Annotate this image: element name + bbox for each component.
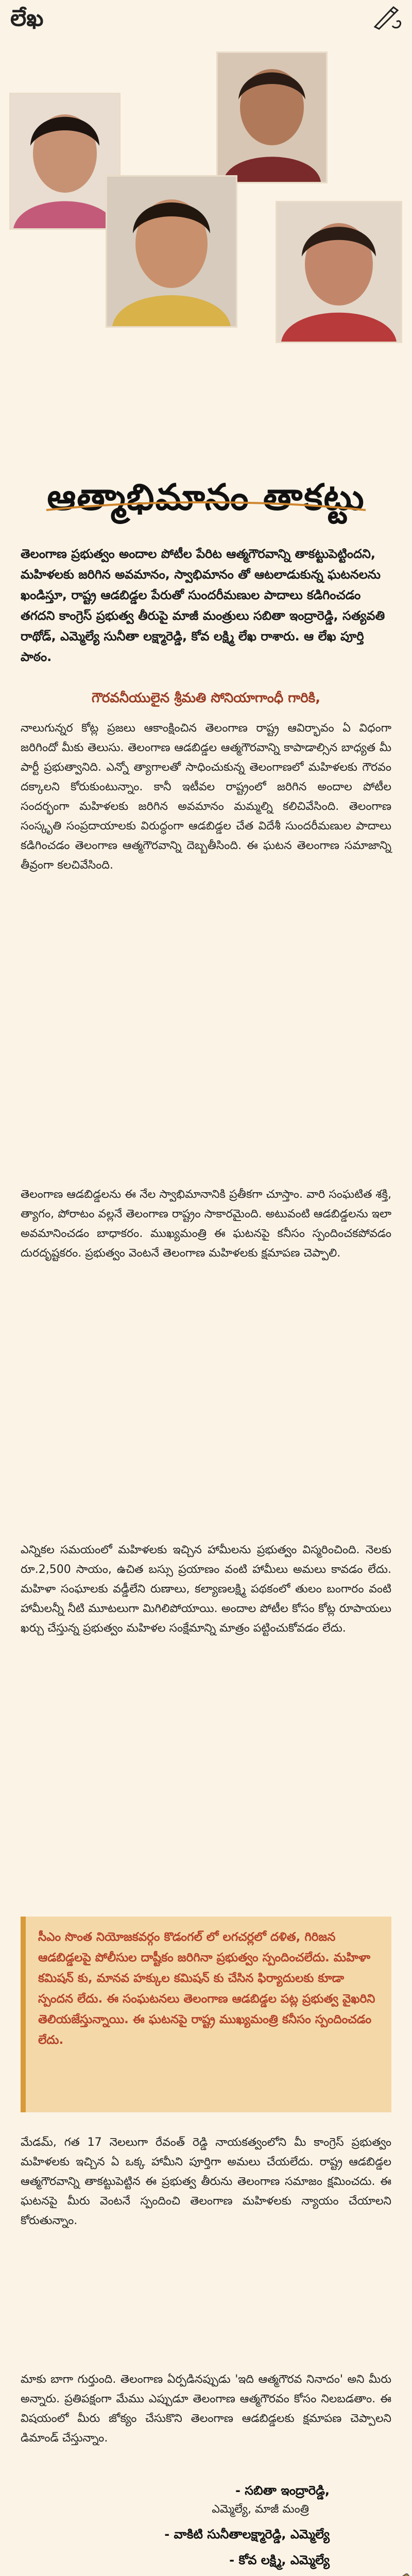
photo-sabitha-indra-reddy [9,93,121,230]
headline: ఆత్మాభిమానం తాకట్టు [47,476,365,518]
photo-satyavathi-rathod [216,52,328,183]
fountain-pen-icon [319,2573,412,2576]
page-header [0,0,412,36]
body-paragraph-2: తెలంగాణ ఆడబిడ్డలను ఈ నేల స్వాభిమానానికి ప్రతీకగా చూస్తాం. వారి సంఘటిత శక్తి, త్యాగం, పోరాటం వల్లనే తెలంగాణ రాష్ట్రం సాకారమైంది. అటువంటి ఆడబిడ్డలను ఇలా అవమానించడం బాధాకరం. ముఖ్యమంత్రి ఈ ఘటనపై కనీసం స్పందించకపోవడం దురదృష్టకరం. ప్రభుత్వం వెంటనే తెలంగాణ మహిళలకు క్షమాపణ చెప్పాలి. [21,1188,391,1260]
signatory-2-name: - వాకిటి సునీతాలక్ష్మారెడ్డి, ఎమ్మెల్యే [164,2527,330,2541]
signatory-3-name: - కోవ లక్ష్మి, ఎమ్మెల్యే [229,2553,330,2567]
body-paragraph-4: మేడమ్, గత 17 నెలలుగా రేవంత్ రెడ్డి నాయకత్వంలోని మీ కాంగ్రెస్ ప్రభుత్వం మహిళలకు ఇచ్చిన ఏ ఒక్క హామీని పూర్తిగా అమలు చేయలేదు. రాష్ట్ర ఆడబిడ్డల ఆత్మగౌరవాన్ని తాకట్టుపెట్టిన ఈ ప్రభుత్వ తీరును తెలంగాణ సమాజం క్షమించదు. ఈ ఘటనపై మీరు వెంటనే స్పందించి తెలంగాణ మహిళలకు న్యాయం చేయాలని కోరుతున్నాం. [21,2136,391,2227]
salutation: గౌరవనీయులైన శ్రీమతి సోనియాగాంధీ గారికి, [91,690,321,706]
signatory-1-role: ఎమ్మెల్యే, మాజీ మంత్రి [212,2503,309,2516]
body-paragraph-3: ఎన్నికల సమయంలో మహిళలకు ఇచ్చిన హామీలను ప్రభుత్వం విస్మరించింది. నెలకు రూ.2,500 సాయం, ఉచిత బస్సు ప్రయాణం వంటి హామీలు అమలు కావడం లేదు. మహిళా సంఘాలకు వడ్డీలేని రుణాలు, కల్యాణలక్ష్మి పథకంలో తులం బంగారం వంటి హామీలన్నీ నీటి మూటలుగా మిగిలిపోయాయి. అందాల పోటీల కోసం కోట్ల రూపాయలు ఖర్చు చేస్తున్న ప్రభుత్వం మహిళల సంక్షేమాన్ని మాత్రం పట్టించుకోవడం లేదు. [21,1544,391,1635]
body-paragraph-5: మాకు బాగా గుర్తుంది. తెలంగాణ ఏర్పడినప్పుడు 'ఇది ఆత్మగౌరవ నినాదం' అని మీరు అన్నారు. ప్రతిపక్షంగా మేము ఎప్పుడూ తెలంగాణ ఆత్మగౌరవం కోసం నిలబడతాం. ఈ విషయంలో మీరు జోక్యం చేసుకొని తెలంగాణ ఆడబిడ్డలకు క్షమాపణ చెప్పాలని డిమాండ్ చేస్తున్నాం. [21,2373,391,2445]
photo-kova-lakshmi [276,201,402,343]
writing-hand-icon [373,6,403,30]
photo-sunitha-laxma-reddy [106,175,237,328]
pull-quote: సీఎం సొంత నియోజకవర్గం కొడంగల్ లో లగచర్లలో దళిత, గిరిజన ఆడబిడ్డలపై పోలీసుల దాష్టీకం జరిగినా ప్రభుత్వం స్పందించలేదు. మహిళా కమిషన్ కు, మానవ హక్కుల కమిషన్ కు చేసిన ఫిర్యాదులకు కూడా స్పందన లేదు. ఈ సంఘటనలు తెలంగాణ ఆడబిడ్డల పట్ల ప్రభుత్వ వైఖరిని తెలియజేస్తున్నాయి. ఈ ఘటనపై రాష్ట్ర ముఖ్యమంత్రి కనీసం స్పందించడం లేదు. [21,1917,391,2112]
section-logo: లేఖ [10,5,44,31]
lead-paragraph: తెలంగాణ ప్రభుత్వం అందాల పోటీల పేరిట ఆత్మగౌరవాన్ని తాకట్టుపెట్టిందని, మహిళలకు జరిగిన అవమానం, స్వాభిమానం తో ఆటలాడుకున్న ఘటనలను ఖండిస్తూ, రాష్ట్ర ఆడబిడ్డల పేరుతో సుందరీమణుల పాదాలు కడిగించడం తగదని కాంగ్రెస్ ప్రభుత్వ తీరుపై మాజీ మంత్రులు సబితా ఇంద్రారెడ్డి, సత్యవతి రాథోడ్, ఎమ్మెల్యే సునీతా లక్ష్మారెడ్డి, కోవ లక్ష్మి లేఖ రాశారు. ఆ లేఖ పూర్తి పాఠం. [21,547,385,664]
body-paragraph-1: నాలుగున్నర కోట్ల ప్రజలు ఆకాంక్షించిన తెలంగాణ రాష్ట్ర ఆవిర్భావం ఏ విధంగా జరిగిందో మీకు తెలుసు. తెలంగాణ ఆడబిడ్డల ఆత్మగౌరవాన్ని కాపాడాల్సిన బాధ్యత మీ పార్టీ ప్రభుత్వానిది. ఎన్నో త్యాగాలతో సాధించుకున్న తెలంగాణలో మహిళలకు గౌరవం దక్కాలని కోరుకుంటున్నాం. కానీ ఇటీవల రాష్ట్రంలో జరిగిన అందాల పోటీల సందర్భంగా మహిళలకు జరిగిన అవమానం మమ్మల్ని కలిచివేసింది. తెలంగాణ సంస్కృతి సంప్రదాయాలకు విరుద్ధంగా ఆడబిడ్డల చేత విదేశీ సుందరీమణుల పాదాలు కడిగించడం తెలంగాణ ఆత్మగౌరవాన్ని దెబ్బతీసింది. ఈ ఘటన తెలంగాణ సమాజాన్ని తీవ్రంగా కలచివేసింది. [21,722,391,872]
signatory-1-name: - సబితా ఇంద్రారెడ్డి, [235,2483,330,2498]
headline-underline-decoration [41,495,371,515]
